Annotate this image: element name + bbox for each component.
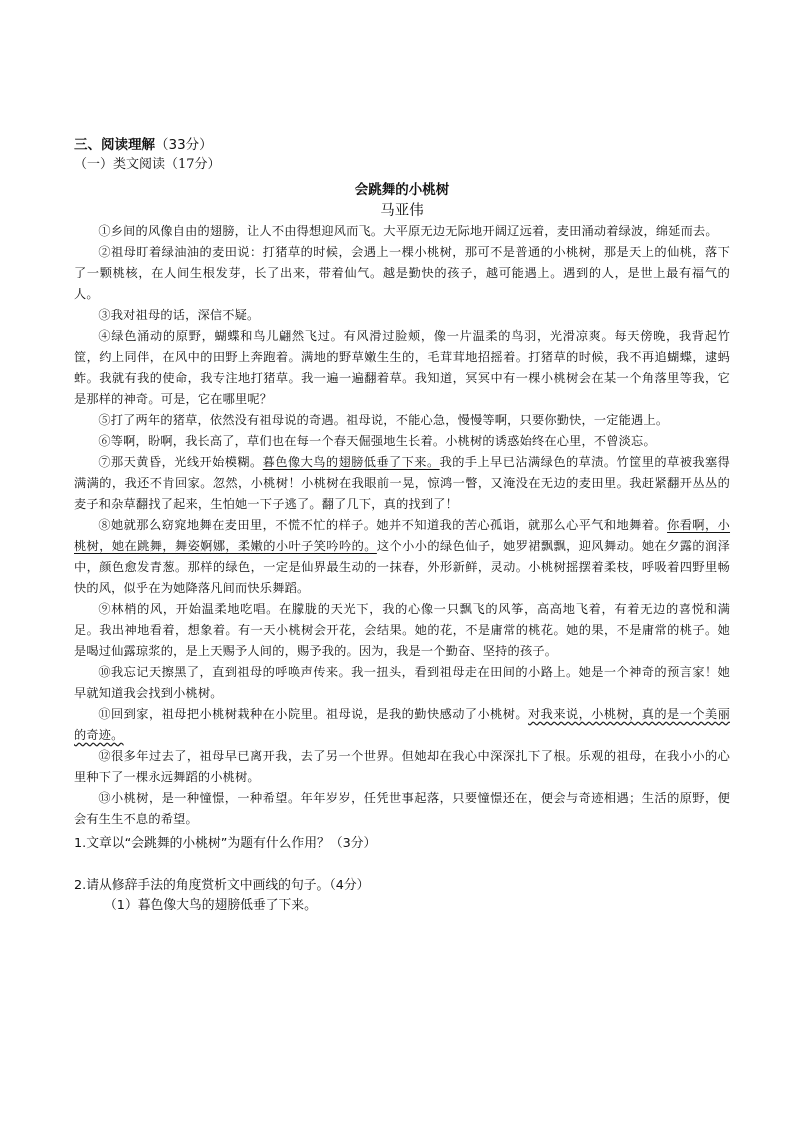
wavy-underlined-sentence: 对我来说，小桃树，真的是一个美丽的奇迹。 [74, 707, 730, 742]
paragraph-5: ⑤打了两年的猪草，依然没有祖母说的奇遇。祖母说，不能心急，慢慢等啊，只要你勤快，一定能遇上。 [98, 413, 669, 427]
paragraph-7-start: ⑦那天黄昏，光线开始模糊。 [98, 455, 263, 469]
paragraph-10: ⑩我忘记天擦黑了，直到祖母的呼唤声传来。我一扭头，看到祖母走在田间的小路上。她是一个神奇的预言家！她早就知道我会找到小桃树。 [74, 665, 730, 700]
question-1: 1.文章以“会跳舞的小桃树”为题有什么作用？（3分） [74, 836, 377, 851]
paragraph-7-end: 我的手上早已沾满绿色的草渍。竹筐里的草被我塞得满满的，我还不肯回家。忽然，小桃树！小桃树在我眼前一晃，惊鸿一瞥，又淹没在无边的麦田里。我赶紧翻开丛丛的麦子和杂草翻找了起来，生怕她一下子逃了。翻了几下，真的找到了！ [74, 455, 730, 511]
paragraph-6: ⑥等啊，盼啊，我长高了，草们也在每一个春天倔强地生长着。小桃树的诱惑始终在心里，不曾淡忘。 [98, 434, 656, 448]
paragraph-8 [74, 515, 730, 599]
paragraph-4: ④绿色涌动的原野，蝴蝶和鸟儿翩然飞过。有风滑过脸颊，像一片温柔的鸟羽，光滑凉爽。每天傍晚，我背起竹筐，约上同伴，在风中的田野上奔跑着。满地的野草嫩生生的，毛茸茸地招摇着。打猪草的时候，我不再追蝴蝶，逮蚂蚱。我就有我的使命，我专注地打猪草。我一遍一遍翻着草。我知道，冥冥中有一棵小桃树会在某一个角落里等我，它是那样的神奇。可是，它在哪里呢？ [74, 329, 730, 406]
paragraph-11-start: ⑪回到家，祖母把小桃树栽种在小院里。祖母说，是我的勤快感动了小桃树。 [98, 707, 529, 721]
section-title: 三、阅读理解 [74, 137, 155, 153]
paragraph-11 [74, 704, 730, 746]
paragraph-12: ⑫很多年过去了，祖母早已离开我，去了另一个世界。但她却在我心中深深扎下了根。乐观的祖母，在我小小的心里种下了一棵永远舞蹈的小桃树。 [74, 749, 730, 784]
question-2: 2.请从修辞手法的角度赏析文中画线的句子。（4分） [74, 878, 370, 893]
question-2-part-1: （1）暮色像大鸟的翅膀低垂了下来。 [104, 898, 317, 913]
paragraph-2: ②祖母盯着绿油油的麦田说：打猪草的时候，会遇上一棵小桃树，那可不是普通的小桃树，那是天上的仙桃，落下了一颗桃核，在人间生根发芽，长了出来，带着仙气。越是勤快的孩子，越可能遇上。遇到的人，是世上最有福气的人。 [74, 245, 730, 301]
paragraph-8-start: ⑧她就那么窈窕地舞在麦田里，不慌不忙的样子。她并不知道我的苦心孤诣，就那么心平气和地舞着。 [98, 518, 668, 532]
subsection-heading: （一）类文阅读（17分） [74, 157, 221, 172]
exam-page [74, 135, 730, 916]
article-title: 会跳舞的小桃树 [354, 182, 450, 198]
section-points: （33分） [155, 137, 213, 153]
paragraph-1: ①乡间的风像自由的翅膀，让人不由得想迎风而飞。大平原无边无际地开阔辽远着，麦田涌动着绿波，绵延而去。 [98, 224, 718, 238]
paragraph-7 [74, 452, 730, 515]
paragraph-13: ⑬小桃树，是一种憧憬，一种希望。年年岁岁，任凭世事起落，只要憧憬还在，便会与奇迹相遇；生活的原野，便会有生生不息的希望。 [74, 791, 730, 826]
paragraph-9: ⑨林梢的风，开始温柔地吃唱。在朦胧的天光下，我的心像一只飘飞的风筝，高高地飞着，有着无边的喜悦和满足。我出神地看着，想象着。有一天小桃树会开花，会结果。她的花，不是庸常的桃花。她的果，不是庸常的桃子。她是喝过仙露琼浆的，是上天赐予人间的，赐予我的。因为，我是一个勤奋、坚持的孩子。 [74, 602, 730, 658]
underlined-sentence-1: 暮色像大鸟的翅膀低垂了下来。 [262, 455, 440, 469]
paragraph-3: ③我对祖母的话，深信不疑。 [98, 308, 260, 322]
underlined-sentence-2: 你看啊，小桃树，她在跳舞，舞姿婀娜，柔嫩的小叶子笑吟吟的。 [74, 518, 731, 553]
section-heading [74, 135, 730, 155]
article-author: 马亚伟 [380, 203, 424, 219]
paragraph-8-end: 这个小小的绿色仙子，她罗裙飘飘，迎风舞动。她在夕露的润泽中，颜色愈发青葱。那样的绿色，一定是仙界最生动的一抹春，外形新鲜，灵动。小桃树摇摆着柔枝，呼吸着四野里畅快的风，似乎在为她降落凡间而快乐舞蹈。 [74, 539, 730, 595]
